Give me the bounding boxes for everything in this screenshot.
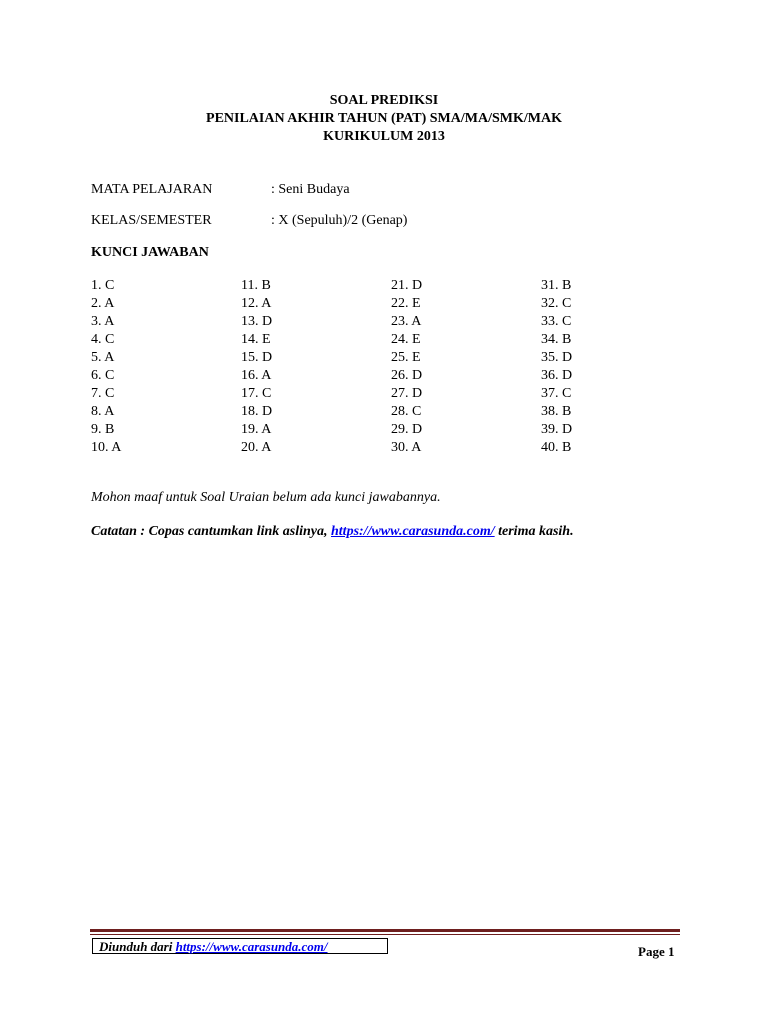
answer-item: 36. D xyxy=(541,368,573,383)
answer-item: 13. D xyxy=(241,314,273,329)
answer-item: 12. A xyxy=(241,296,272,311)
class-label: KELAS/SEMESTER xyxy=(91,213,212,228)
answer-item: 40. B xyxy=(541,440,572,455)
answer-item: 37. C xyxy=(541,386,572,401)
answer-item: 5. A xyxy=(91,350,115,365)
answer-item: 15. D xyxy=(241,350,273,365)
answer-item: 3. A xyxy=(91,314,115,329)
doc-title: SOAL PREDIKSI xyxy=(329,93,439,108)
answer-item: 21. D xyxy=(391,278,423,293)
catatan-suffix: terima kasih. xyxy=(494,524,574,539)
answer-item: 32. C xyxy=(541,296,572,311)
answer-item: 17. C xyxy=(241,386,272,401)
answer-item: 39. D xyxy=(541,422,573,437)
subject-row xyxy=(91,182,350,198)
answer-item: 4. C xyxy=(91,332,115,347)
answer-item: 30. A xyxy=(391,440,422,455)
answer-item: 29. D xyxy=(391,422,423,437)
answer-item: 6. C xyxy=(91,368,115,383)
doc-curriculum: KURIKULUM 2013 xyxy=(323,129,445,144)
answer-item: 23. A xyxy=(391,314,422,329)
answer-item: 2. A xyxy=(91,296,115,311)
answer-column-2 xyxy=(241,277,272,457)
answer-key-grid xyxy=(0,277,768,457)
footer-rule-thin xyxy=(90,934,680,935)
answer-item: 33. C xyxy=(541,314,572,329)
answer-item: 14. E xyxy=(241,332,271,347)
answer-column-1 xyxy=(91,277,121,457)
answer-item: 11. B xyxy=(241,278,271,293)
subject-value: : Seni Budaya xyxy=(271,182,350,197)
class-row xyxy=(91,213,407,229)
footer-source-box xyxy=(92,938,388,954)
answer-item: 8. A xyxy=(91,404,115,419)
answer-item: 10. A xyxy=(91,440,122,455)
answer-column-4 xyxy=(541,277,572,457)
footer-link[interactable]: https://www.carasunda.com/ xyxy=(175,939,328,954)
answer-item: 19. A xyxy=(241,422,272,437)
catatan-prefix: Catatan : Copas cantumkan link aslinya, xyxy=(91,524,331,539)
answer-item: 20. A xyxy=(241,440,272,455)
answer-column-3 xyxy=(391,277,422,457)
carasunda-link[interactable]: https://www.carasunda.com/ xyxy=(331,524,495,539)
footer-prefix: Diunduh dari xyxy=(99,939,176,954)
answer-item: 35. D xyxy=(541,350,573,365)
answer-item: 38. B xyxy=(541,404,572,419)
class-value: : X (Sepuluh)/2 (Genap) xyxy=(271,213,408,228)
answer-item: 26. D xyxy=(391,368,423,383)
footer-rule-thick xyxy=(90,929,680,932)
page-number: Page 1 xyxy=(638,944,675,959)
answer-item: 24. E xyxy=(391,332,421,347)
answer-item: 27. D xyxy=(391,386,423,401)
apology-note: Mohon maaf untuk Soal Uraian belum ada kunci jawabannya. xyxy=(91,490,441,505)
answer-key-title: KUNCI JAWABAN xyxy=(91,245,209,260)
answer-item: 28. C xyxy=(391,404,422,419)
catatan-note xyxy=(91,524,574,540)
answer-item: 31. B xyxy=(541,278,572,293)
doc-subtitle: PENILAIAN AKHIR TAHUN (PAT) SMA/MA/SMK/MAK xyxy=(206,111,562,126)
answer-item: 25. E xyxy=(391,350,421,365)
answer-item: 18. D xyxy=(241,404,273,419)
answer-item: 7. C xyxy=(91,386,115,401)
answer-item: 34. B xyxy=(541,332,572,347)
subject-label: MATA PELAJARAN xyxy=(91,182,213,197)
answer-item: 16. A xyxy=(241,368,272,383)
answer-item: 9. B xyxy=(91,422,115,437)
answer-item: 1. C xyxy=(91,278,115,293)
answer-item: 22. E xyxy=(391,296,421,311)
